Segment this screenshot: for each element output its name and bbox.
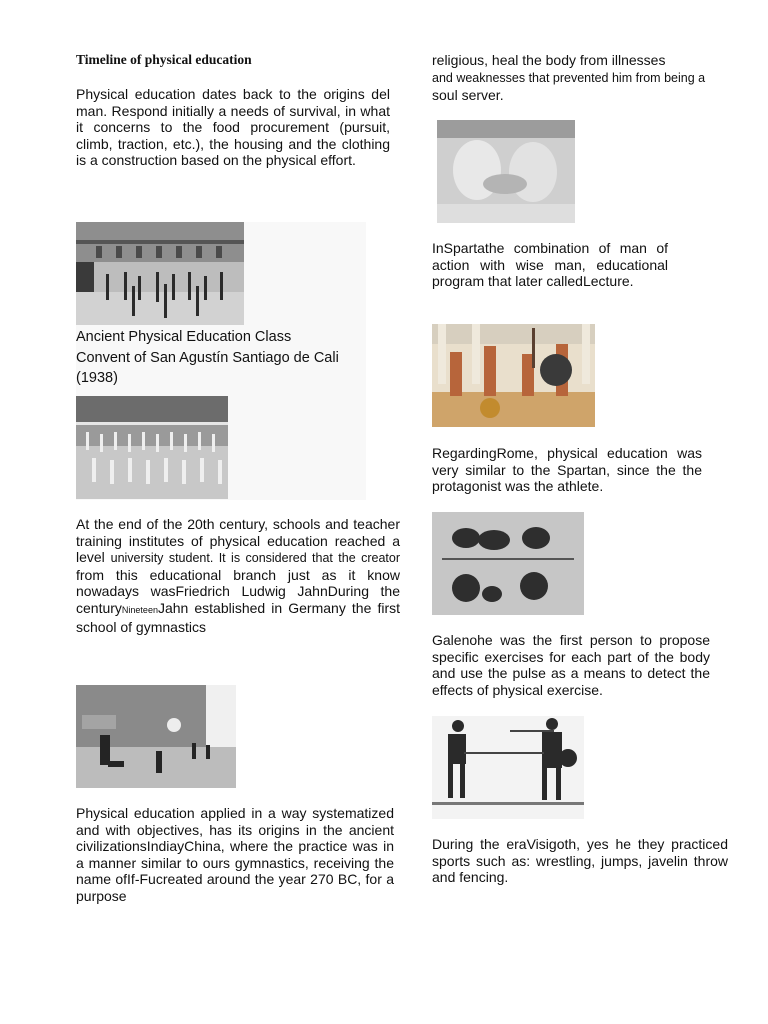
sparta-paragraph: InSpartathe combination of man of action with wise man, educational program that later calledLecture. xyxy=(432,240,668,290)
caption-line-1: Ancient Physical Education Class xyxy=(76,329,292,345)
visigoth-fencing-drawing xyxy=(432,716,584,819)
visigoth-paragraph: During the eraVisigoth, yes he they practiced sports such as: wrestling, jumps, javelin throw and fencing. xyxy=(432,836,728,886)
page-title: Timeline of physical education xyxy=(76,52,252,67)
religious-paragraph xyxy=(432,52,754,104)
jahn-text-c: from this educational branch just as it know nowadays wasFriedrich Ludwig JahnDuring the century xyxy=(76,566,400,616)
rome-paragraph: RegardingRome, physical education was very similar to the Spartan, since the the protagonist was the athlete. xyxy=(432,445,702,495)
origins-paragraph: Physical education applied in a way systematized and with objectives, has its origins in the ancient civilizationsIndiayChina, where the practice was in a manner similar to ours gymnastics, receiving the name ofIf-Fucreated around the year 270 BC, for a purpose xyxy=(76,805,394,904)
photo-caption xyxy=(76,327,366,389)
galen-paragraph: Galenohe was the first person to propose specific exercises for each part of the body and use the pulse as a means to detect the effects of physical exercise. xyxy=(432,632,710,698)
roman-fighters-drawing xyxy=(432,512,584,615)
jahn-text-b: university student. It is considered that the creator xyxy=(110,551,400,566)
convent-class-photo xyxy=(76,222,244,325)
religious-line-2: and weaknesses that prevented him from being a xyxy=(432,71,706,85)
jahn-text-d: Jahn established in Germany the first school of gymnastics xyxy=(76,599,400,635)
religious-line-3: soul server. xyxy=(432,87,504,103)
caption-line-2: Convent of San Agustín Santiago de Cali xyxy=(76,349,339,366)
religious-line-1: religious, heal the body from illnesses xyxy=(432,52,666,68)
jahn-text-a: At the end of the 20th century, schools and teacher training institutes of physical education reached a level xyxy=(76,516,400,566)
intro-paragraph: Physical education dates back to the origins del man. Respond initially a needs of survival, in what it concerns to the food procurement (pursuit, climb, traction, etc.), the housing and the clothing is a construction based on the physical effort. xyxy=(76,86,390,169)
gymnasium-class-photo xyxy=(76,396,228,499)
greek-relief-image xyxy=(437,120,575,223)
spartan-warriors-image xyxy=(432,324,595,427)
jahn-paragraph xyxy=(76,516,400,635)
street-exercise-photo xyxy=(76,685,236,788)
caption-line-3: (1938) xyxy=(76,370,118,386)
jahn-text-subscript: Nineteen xyxy=(121,604,158,615)
